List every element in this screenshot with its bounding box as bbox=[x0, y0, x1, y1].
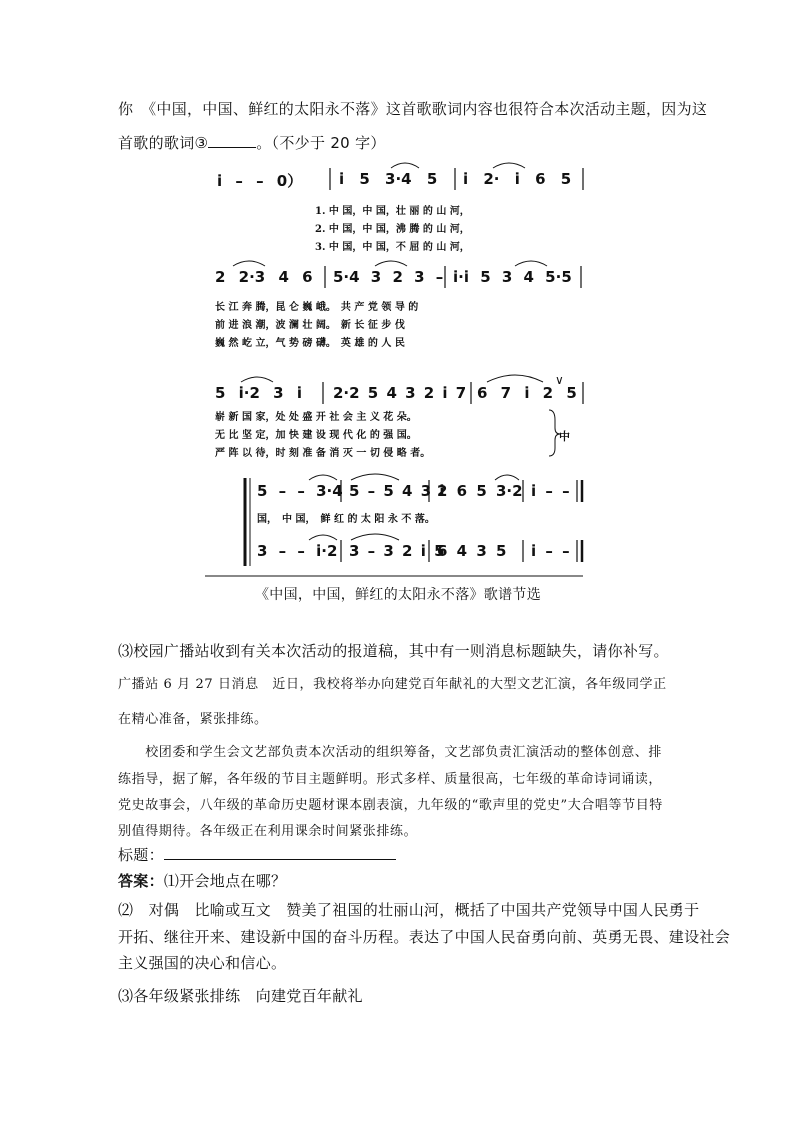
score-row1-verse3: 3. 中 国，中 国，不 屈 的 山 河， bbox=[315, 242, 470, 253]
breath-mark: ∨ bbox=[555, 373, 564, 387]
news-body-line-3: 党史故事会，八年级的革命历史题材课本剧表演，九年级的“歌声里的党史”大合唱等节目特 bbox=[118, 798, 663, 813]
answer-2-line-3: 主义强国的决心和信心。 bbox=[118, 954, 287, 972]
news-body-line-4: 别值得期待。各年级正在利用课余时间紧张排练。 bbox=[118, 824, 418, 839]
news-body-line-1: 校团委和学生会文艺部负责本次活动的组织筹备，文艺部负责汇演活动的整体创意、排 bbox=[118, 745, 663, 760]
score-caption: 《中国，中国，鲜红的太阳永不落》歌谱节选 bbox=[255, 587, 541, 603]
slur bbox=[487, 375, 543, 382]
slur bbox=[309, 535, 337, 540]
answer-2-line-2: 开拓、继往开来、建设新中国的奋斗历程。表达了中国人民奋勇向前、英勇无畏、建设社会 bbox=[118, 928, 731, 946]
score-row1-bar2: i̇ 5 3·4 5 bbox=[339, 170, 438, 188]
intro-line-2 bbox=[118, 132, 386, 153]
answer-1-row bbox=[118, 870, 286, 891]
news-line-1: 广播站 6 月 27 日消息 近日，我校将举办向建党百年献礼的大型文艺汇演，各年级同学正 bbox=[118, 677, 667, 692]
question-3-prompt: ⑶校园广播站收到有关本次活动的报道稿，其中有一则消息标题缺失，请你补写。 bbox=[118, 642, 669, 660]
news-body-line-2: 练指导，据了解，各年级的节目主题鲜明。形式多样、质量很高，七年级的革命诗词诵读， bbox=[118, 772, 663, 787]
score-row3-bar1: 5 i̇·2 3 i̇ bbox=[215, 384, 302, 402]
score-row1-bar3: i̇ 2· i̇ 6 5 bbox=[463, 170, 572, 188]
score-row3-verse1: 崭 新 国 家，处 处 盛 开 社 会 主 义 花 朵。 bbox=[215, 412, 417, 423]
slur bbox=[351, 474, 399, 480]
score-row4-lower-bar2: 3 – 3 2 i̇ 5 bbox=[349, 542, 445, 560]
intro-line-2-end: 。（不少于 20 字） bbox=[256, 134, 386, 152]
slur bbox=[351, 534, 399, 540]
score-row4-upper-bar3: 2 6 5 3·2 bbox=[437, 482, 523, 500]
score-row3-verse2: 无 比 坚 定，加 快 建 设 现 代 化 的 强 国。 bbox=[215, 430, 417, 441]
title-label: 标题： bbox=[118, 846, 164, 864]
score-row1-verse1: 1. 中 国，中 国，壮 丽 的 山 河， bbox=[315, 206, 470, 217]
score-row2-verse2: 前 进 浪 潮，波 澜 壮 阔。 新 长 征 步 伐 bbox=[215, 320, 405, 331]
score-row4-lower-bar1: 3 – – i̇·2 bbox=[257, 542, 338, 560]
score-row2-verse1: 长 江 奔 腾，昆 仑 巍 峨。 共 产 党 领 导 的 bbox=[215, 302, 419, 313]
intro-line-2-start: 首歌的歌词③ bbox=[118, 134, 209, 152]
answer-1: ⑴开会地点在哪？ bbox=[163, 872, 287, 890]
score-row4-lower-bar3: 6 4 3 5 bbox=[437, 542, 507, 560]
slur bbox=[241, 377, 273, 382]
title-row bbox=[118, 844, 396, 865]
music-score bbox=[205, 162, 590, 582]
slur bbox=[233, 261, 265, 266]
slur bbox=[309, 475, 337, 480]
score-row3-bar2: 2·2 5 4 3 2 i̇ 7 bbox=[333, 384, 467, 402]
answer-blank-3[interactable] bbox=[208, 147, 256, 148]
score-row2-bar2: 5·4 3 2 3 – bbox=[333, 268, 444, 286]
score-row4-lower-bar4: i̇ – – bbox=[531, 542, 570, 560]
slur bbox=[391, 163, 419, 168]
score-graphics bbox=[205, 162, 590, 582]
news-line-2: 在精心准备，紧张排练。 bbox=[118, 712, 268, 727]
brace bbox=[549, 410, 560, 456]
slur bbox=[375, 261, 407, 266]
score-row1-verse2: 2. 中 国，中 国，沸 腾 的 山 河， bbox=[315, 224, 470, 235]
score-row3-side-text: 中 bbox=[559, 430, 570, 443]
answer-3: ⑶各年级紧张排练 向建党百年献礼 bbox=[118, 987, 363, 1005]
score-row3-verse3: 严 阵 以 待，时 刻 准 备 消 灭 一 切 侵 略 者。 bbox=[215, 448, 431, 459]
slur bbox=[495, 475, 519, 480]
title-answer-blank[interactable] bbox=[164, 859, 396, 860]
score-row4-upper-bar4: i̇ – – bbox=[531, 482, 570, 500]
intro-line-1: 你 《中国，中国、鲜红的太阳永不落》这首歌歌词内容也很符合本次活动主题，因为这 bbox=[118, 100, 708, 118]
score-row3-bar3: 6 7 i̇ 2 5 bbox=[477, 384, 577, 402]
score-row2-bar1: 2 2·3 4 6 bbox=[215, 268, 313, 286]
score-row1-bar1: i̇ – – 0） bbox=[217, 172, 303, 190]
answer-label: 答案： bbox=[118, 872, 164, 890]
score-row2-verse3: 巍 然 屹 立，气 势 磅 礴。 英 雄 的 人 民 bbox=[215, 338, 405, 349]
score-row4-upper-bar2: 5 – 5 4 3 i̇ bbox=[349, 482, 445, 500]
score-row4-lyrics: 国， 中 国， 鲜 红 的 太 阳 永 不 落。 bbox=[257, 514, 435, 525]
answer-2-line-1: ⑵ 对偶 比喻或互文 赞美了祖国的壮丽山河，概括了中国共产党领导中国人民勇于 bbox=[118, 901, 700, 919]
slur bbox=[515, 261, 547, 266]
slur bbox=[493, 163, 525, 168]
score-row4-upper-bar1: 5 – – 3·4 bbox=[257, 482, 343, 500]
score-row2-bar3: i̇·i̇ 5 3 4 5·5 bbox=[453, 268, 572, 286]
